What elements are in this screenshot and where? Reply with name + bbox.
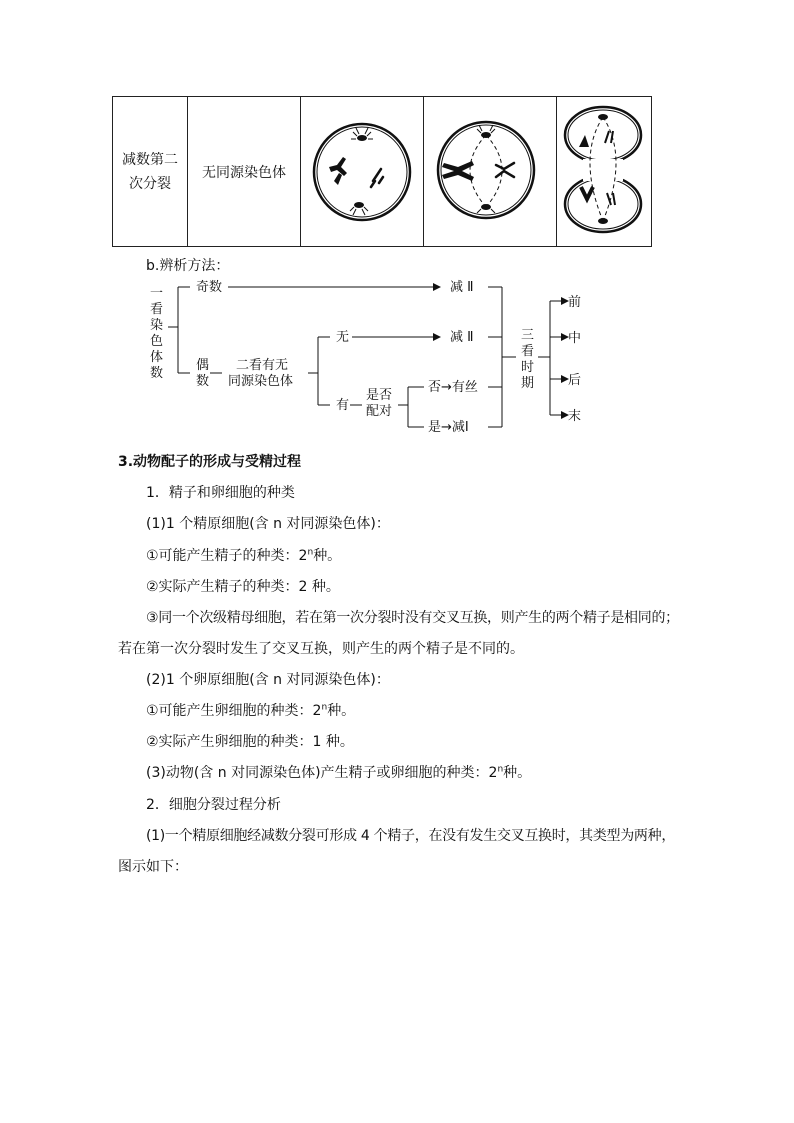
paragraph-3 <box>146 762 531 782</box>
prophase-ii-cell <box>301 97 424 247</box>
paragraph-2b: ②实际产生卵细胞的种类：1 种。 <box>146 734 354 750</box>
even-label-1: 偶 <box>196 358 210 373</box>
paragraph-3-suffix: 种。 <box>503 765 532 781</box>
paragraph-1a <box>146 545 341 565</box>
row-label-cell <box>113 97 188 247</box>
feature-text: 无同源染色体 <box>202 164 286 181</box>
anaphase-ii-diagram <box>557 97 651 242</box>
first-look-char: 看 <box>150 302 164 317</box>
none-label: 无 <box>336 330 350 345</box>
paragraph-1a-text: ①可能产生精子的种类：2 <box>146 548 308 564</box>
paired-label-1: 是否 <box>366 388 393 403</box>
third-look-char: 三 <box>521 328 535 343</box>
paragraph-2a <box>146 700 355 720</box>
even-label-2: 数 <box>196 374 210 389</box>
first-look-char: 数 <box>150 366 164 381</box>
paragraph-2a-text: ①可能产生卵细胞的种类：2 <box>146 703 322 719</box>
meiosis2-label-b: 减 Ⅱ <box>450 330 474 345</box>
third-look-char: 看 <box>521 344 535 359</box>
paragraph-1: (1)1 个精原细胞(含 n 对同源染色体)： <box>146 516 390 532</box>
second-look-2: 同源染色体 <box>228 374 294 389</box>
subsection-2-title: 2．细胞分裂过程分析 <box>146 797 281 813</box>
feature-cell <box>188 97 301 247</box>
anaphase-ii-cell <box>557 97 652 247</box>
phase-label: 前 <box>568 295 582 310</box>
metaphase-ii-diagram <box>424 97 556 242</box>
paragraph-2: (2)1 个卵原细胞(含 n 对同源染色体)： <box>146 672 390 688</box>
paired-label-2: 配对 <box>366 404 393 419</box>
paragraph-3-exponent: n <box>497 764 504 775</box>
first-look-char: 体 <box>150 350 164 365</box>
third-look-char: 期 <box>521 376 535 391</box>
row-label-line1: 减数第二 <box>122 151 178 168</box>
paragraph-2a-suffix: 种。 <box>327 703 356 719</box>
row-label-line2: 次分裂 <box>129 175 171 192</box>
paragraph-1c-line1: ③同一个次级精母细胞，若在第一次分裂时没有交叉互换，则产生的两个精子是相同的； <box>146 610 679 626</box>
no-mitosis-label: 否→有丝 <box>428 380 478 395</box>
paragraph-2a-exponent: n <box>321 702 328 713</box>
phase-label: 中 <box>568 331 582 346</box>
meiosis2-label-a: 减 Ⅱ <box>450 280 474 295</box>
identification-flowchart <box>140 275 620 445</box>
table-row <box>113 97 652 247</box>
paragraph-1a-exponent: n <box>307 547 314 558</box>
has-label: 有 <box>336 398 350 413</box>
prophase-ii-diagram <box>301 97 423 242</box>
section-3-title: 3.动物配子的形成与受精过程 <box>118 454 302 470</box>
paragraph-1c-line2: 若在第一次分裂时发生了交叉互换，则产生的两个精子是不同的。 <box>118 641 524 657</box>
subsection-1-title: 1．精子和卵细胞的种类 <box>146 485 295 501</box>
first-look-char: 染 <box>150 318 164 333</box>
paragraph-4-line2: 图示如下： <box>118 859 188 875</box>
third-look-char: 时 <box>521 360 535 375</box>
first-look-char: 色 <box>150 334 164 349</box>
paragraph-3-text: (3)动物(含 n 对同源染色体)产生精子或卵细胞的种类：2 <box>146 765 498 781</box>
method-label: b.辨析方法： <box>146 258 230 274</box>
first-look-char: 一 <box>150 286 164 301</box>
phase-label: 末 <box>568 409 582 424</box>
odd-label: 奇数 <box>196 280 223 295</box>
yes-meiosis1-label: 是→减Ⅰ <box>428 420 469 435</box>
metaphase-ii-cell <box>424 97 557 247</box>
paragraph-1b: ②实际产生精子的种类：2 种。 <box>146 579 340 595</box>
phase-label: 后 <box>568 373 582 388</box>
second-look-1: 二看有无 <box>236 358 289 373</box>
meiosis-table <box>112 96 652 247</box>
paragraph-1a-suffix: 种。 <box>313 548 342 564</box>
paragraph-4-line1: (1)一个精原细胞经减数分裂可形成 4 个精子，在没有发生交叉互换时，其类型为两种， <box>146 828 676 844</box>
